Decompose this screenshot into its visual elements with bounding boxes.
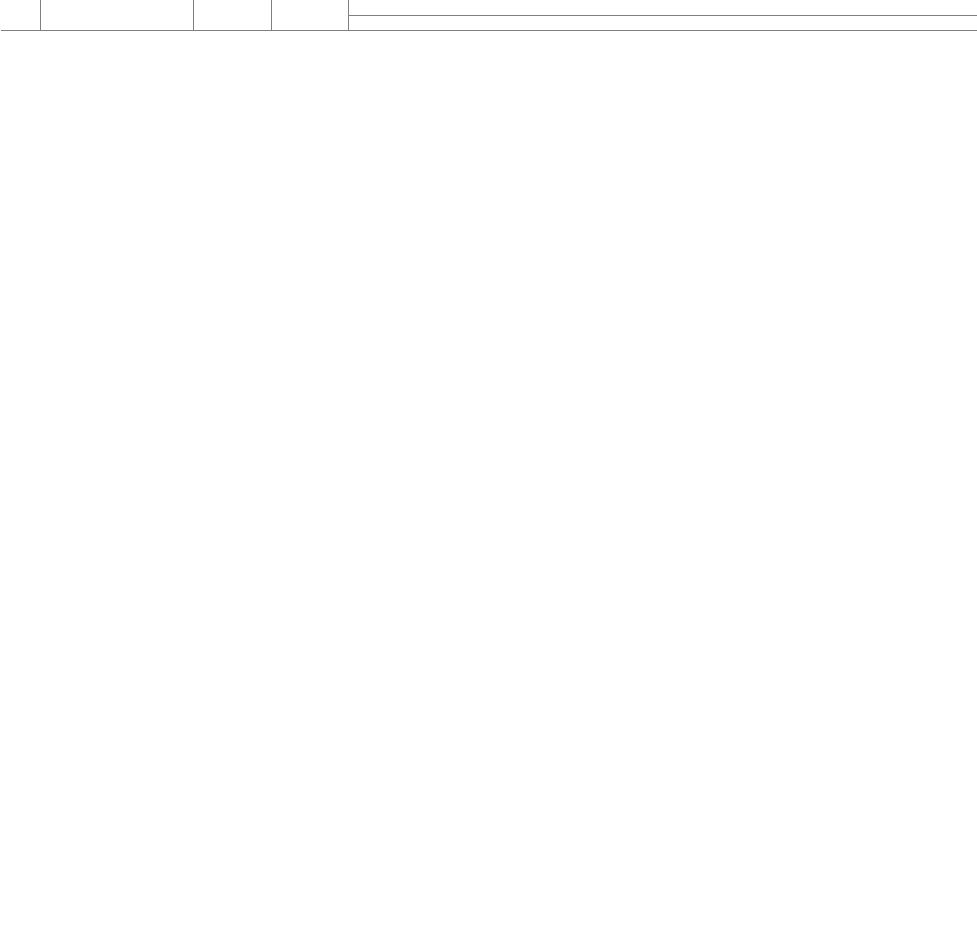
column-header-id[interactable]	[1, 0, 41, 30]
column-header-finish[interactable]	[272, 0, 349, 30]
timescale-months	[348, 15, 977, 31]
column-header-task-name[interactable]	[41, 0, 194, 30]
gantt-chart	[348, 0, 977, 949]
table-header	[1, 0, 349, 31]
timescale-quarters	[348, 0, 977, 16]
column-header-start[interactable]	[194, 0, 272, 30]
